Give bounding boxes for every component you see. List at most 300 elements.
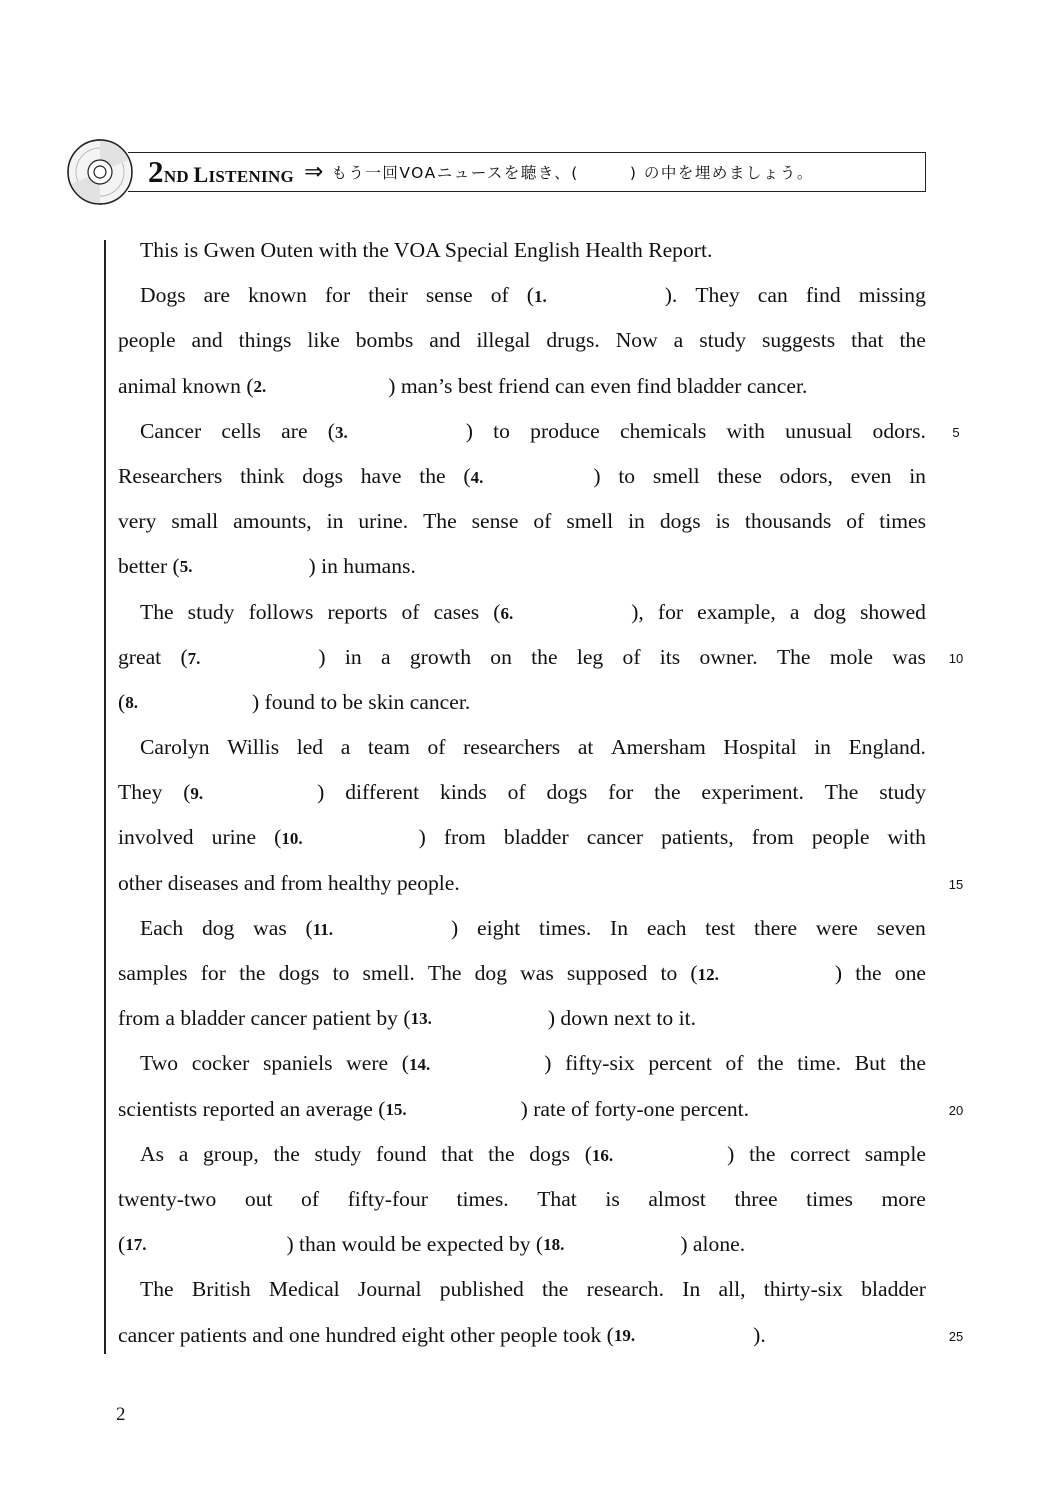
text-fragment: ) in humans. [308,554,416,579]
word [616,318,658,363]
text-fragment: dogs [302,463,343,488]
text-fragment: with [887,825,926,850]
answer-blank-gap [138,680,252,725]
word [654,770,680,815]
text-fragment: ) [593,463,601,488]
word [762,318,835,363]
word [660,951,677,996]
text-fragment: Cancer [140,418,202,443]
word [661,815,734,860]
text-fragment: was [253,915,287,940]
blank-number: 4. [470,467,484,487]
word [192,1041,250,1086]
text-fragment: example, [697,599,776,624]
text-fragment: on [490,644,512,669]
text-fragment: ( [183,780,191,805]
text-fragment: illegal [476,328,531,353]
text-fragment: out [244,1186,273,1211]
word [754,906,797,951]
text-fragment: study [314,1141,362,1166]
text-fragment: supposed [566,961,648,985]
text-fragment: mole [829,644,873,669]
word [900,1041,926,1086]
text-line [118,544,926,589]
text-fragment: owner. [699,644,758,669]
title-box [128,152,926,192]
word [188,590,235,635]
text-fragment: cancer patients and one hundred eight other people took ( [118,1322,614,1347]
word [118,951,188,996]
text-line [118,1313,926,1358]
margin-rule [104,240,106,1354]
word [716,499,730,544]
word [493,409,510,454]
text-line [118,635,926,680]
blank-number: 15. [385,1099,407,1119]
text-fragment: three [734,1186,778,1211]
text-fragment: from [751,825,794,850]
word [192,1267,251,1312]
word [623,635,641,680]
text-fragment: people [811,825,870,850]
blank-number: 14. [409,1055,431,1075]
word [440,1267,524,1312]
word [653,454,700,499]
text-fragment: small [171,509,219,534]
word [368,725,410,770]
word [749,1132,775,1177]
word [192,318,223,363]
blank-number: 11. [312,919,334,939]
text-fragment: ( [463,463,471,488]
text-line [118,1132,926,1177]
text-fragment: the [855,961,882,985]
word [849,725,926,770]
text-fragment: one [894,961,926,985]
word [428,951,462,996]
word [542,1267,568,1312]
word [533,499,551,544]
text-fragment: better ( [118,554,180,579]
word [648,1177,706,1222]
text-fragment: their [368,283,408,308]
text-fragment: other diseases and from healthy people. [118,870,460,895]
word [565,1041,635,1086]
text-fragment: But [854,1051,886,1076]
text-fragment: for [324,283,351,308]
text-fragment: of [725,1051,744,1076]
text-fragment: published [439,1277,524,1302]
text-fragment: great [118,644,162,669]
word [140,590,174,635]
word [723,725,796,770]
word [892,635,926,680]
section-header [66,138,928,206]
text-fragment: ( [584,1141,592,1166]
word [429,318,460,363]
word [233,499,312,544]
text-fragment: ( [526,283,534,308]
word [472,499,519,544]
text-fragment: is [715,509,730,534]
text-fragment: sample [864,1141,926,1166]
text-fragment: cancer [586,825,644,850]
word [307,318,339,363]
text-fragment: leg [576,644,604,669]
word [508,770,526,815]
text-line [118,1041,926,1086]
text-fragment: the [749,1141,776,1166]
word [476,318,530,363]
word [248,273,307,318]
word [620,409,706,454]
blank-number: 6. [500,603,514,623]
word [227,725,279,770]
word [488,1132,514,1177]
word [690,951,842,996]
word [527,273,678,318]
text-fragment: are [281,418,308,443]
word [491,273,509,318]
blank-number: 10. [281,829,303,849]
text-fragment: group, [202,1141,259,1166]
text-fragment: odors, [779,463,833,488]
word [504,815,569,860]
word [269,1267,340,1312]
text-fragment: each [646,915,687,940]
text-fragment: The [423,509,457,534]
text-fragment: times [806,1186,853,1211]
word [851,454,892,499]
text-fragment: ) [727,1141,735,1166]
text-fragment: all, [718,1277,746,1302]
text-fragment: found [376,1141,427,1166]
word [539,906,591,951]
word [118,770,162,815]
word [140,725,210,770]
section-title: 2ND LISTENING [148,154,295,189]
word [345,770,419,815]
line-number: 10 [948,650,964,666]
text-fragment: even [850,463,892,488]
word [140,1041,178,1086]
text-fragment: suggests [761,328,836,353]
text-fragment: Journal [357,1277,422,1302]
word [253,906,287,951]
word [605,1177,619,1222]
text-fragment: produce [530,418,600,443]
text-fragment: of [846,509,865,534]
text-fragment: the [419,463,446,488]
text-fragment: was [892,644,926,669]
text-fragment: reports [327,599,388,624]
word [180,635,325,680]
word [537,1177,577,1222]
text-fragment: times. [539,915,592,940]
text-fragment: of [427,735,446,760]
word [118,1177,216,1222]
text-fragment: in [909,463,926,488]
word [140,1267,174,1312]
word [140,409,201,454]
word [682,1267,700,1312]
word [859,273,926,318]
word [578,725,594,770]
word [610,906,628,951]
text-fragment: was [520,961,554,985]
word [328,409,473,454]
text-fragment: from a bladder cancer patient by ( [118,1006,411,1031]
word [909,454,926,499]
word [879,499,926,544]
text-fragment: from [443,825,486,850]
word [463,454,600,499]
text-fragment: kinds [440,780,487,805]
answer-blank-gap [407,1087,521,1132]
text-fragment: at [577,735,594,760]
word [757,1041,783,1086]
word [301,1177,319,1222]
text-fragment: dog [813,599,846,624]
text-fragment: have [360,463,402,488]
text-fragment: for [200,961,226,985]
word [361,454,402,499]
word [212,815,256,860]
word [325,273,350,318]
text-fragment: Carolyn [140,735,210,760]
text-fragment: research. [586,1277,664,1302]
word [239,951,265,996]
text-fragment: ( [118,1232,126,1257]
text-fragment: a [789,599,800,624]
word [520,951,554,996]
text-fragment: amounts, [233,509,312,534]
text-fragment: think [240,463,285,488]
word [587,815,643,860]
word [530,409,600,454]
text-fragment: ) [318,644,326,669]
word [428,725,446,770]
text-fragment: ) [465,418,473,443]
text-fragment: That [537,1186,577,1211]
text-fragment: Amersham [611,735,706,760]
text-fragment: bladder [503,825,569,850]
word [531,635,557,680]
word [816,906,858,951]
text-fragment: its [659,644,681,669]
word [306,906,459,951]
text-line [118,454,926,499]
text-fragment: the [899,1051,926,1076]
text-fragment: were [346,1051,389,1076]
text-line [118,815,926,860]
blank-number: 19. [613,1325,636,1345]
text-fragment: ) [418,825,426,850]
word [183,770,324,815]
blank-number: 17. [125,1235,147,1255]
text-fragment: the [239,961,266,985]
text-fragment: drugs. [546,328,600,353]
word [245,1177,273,1222]
arrow-icon: ⇒ [304,159,324,185]
word [585,1132,735,1177]
answer-blank-gap [635,1313,753,1358]
text-fragment: dogs [278,961,320,985]
text-fragment: for [608,780,634,805]
text-fragment: cells [221,418,261,443]
text-fragment: people [118,328,176,353]
text-line [118,996,926,1041]
text-fragment: sense [425,283,473,308]
word [327,590,387,635]
text-fragment: smell [652,463,700,488]
word [546,318,599,363]
text-fragment: smell [566,509,614,534]
word [118,454,222,499]
text-fragment: bladder [861,1277,926,1302]
word [855,1041,886,1086]
text-fragment: ( [118,689,126,714]
text-fragment: The [776,644,811,669]
text-line [118,725,926,770]
word [814,725,831,770]
text-fragment: of [622,644,641,669]
word [358,499,408,544]
text-fragment: Medical [268,1277,340,1302]
text-fragment: dogs [659,509,701,534]
text-fragment: study [879,780,926,805]
page-number: 2 [116,1404,126,1425]
word [674,318,684,363]
word [368,273,408,318]
text-fragment: is [605,1186,620,1211]
blank-number: 2. [253,376,267,396]
text-fragment: Dogs [140,283,186,308]
word [171,499,218,544]
word [463,725,560,770]
text-line [118,499,926,544]
text-fragment: ( [493,599,501,624]
text-line [118,861,926,906]
word [434,590,480,635]
text-line [118,951,926,996]
text-fragment: follows [248,599,314,624]
blank-number: 12. [697,965,719,984]
text-fragment: study [187,599,235,624]
text-fragment: find [805,283,841,308]
word [240,454,284,499]
word [419,454,445,499]
word [118,815,194,860]
word [825,770,859,815]
word [140,906,183,951]
word [879,770,926,815]
word [727,409,765,454]
text-fragment: smell. [362,961,415,985]
text-fragment: there [753,915,798,940]
text-fragment: of [533,509,552,534]
line-number: 5 [952,424,960,440]
text-fragment: team [367,735,410,760]
word [356,318,414,363]
text-fragment: to [493,418,510,443]
text-fragment: a [673,328,684,353]
text-fragment: known [248,283,307,308]
text-fragment: of [401,599,420,624]
text-line [118,1177,926,1222]
text-fragment: Two [140,1051,179,1076]
word [577,635,603,680]
line-number: 20 [948,1102,964,1118]
word [345,635,362,680]
text-line [118,770,926,815]
text-fragment: these [717,463,762,488]
text-fragment: ). [753,1322,766,1347]
text-fragment: ) [834,961,843,985]
instruction-text: もう一回VOAニュースを聴き、( ) の中を埋めましょう。 [331,164,814,182]
word [734,1177,777,1222]
text-line [118,228,926,273]
text-fragment: ( [401,1051,409,1076]
text-line [118,1222,926,1267]
word [717,454,761,499]
text-fragment: with [726,418,765,443]
word [812,815,870,860]
answer-blank-gap [193,544,309,589]
word [274,815,426,860]
word [490,635,512,680]
answer-blank-gap [146,1222,286,1267]
text-fragment: ( [305,915,313,940]
word [719,1267,746,1312]
word [882,1177,926,1222]
text-fragment: ) rate of forty-one percent. [520,1096,750,1121]
word [281,409,307,454]
word [457,1177,509,1222]
word [806,273,841,318]
text-fragment: The [427,961,462,985]
text-fragment: in [344,644,362,669]
text-line [118,590,926,635]
word [444,815,486,860]
word [297,725,323,770]
text-fragment: ( [274,825,282,850]
text-fragment: the [757,1051,784,1076]
word [475,951,507,996]
word [777,635,811,680]
text-fragment: test [705,915,736,940]
line-number: 25 [948,1328,964,1344]
text-fragment: Researchers [118,463,223,488]
word [221,409,261,454]
text-fragment: growth [409,644,472,669]
text-line [118,1087,926,1132]
word [410,635,471,680]
word [790,590,800,635]
text-fragment: different [345,780,420,805]
word [493,590,644,635]
word [855,951,881,996]
text-fragment: missing [858,283,926,308]
word [899,318,925,363]
text-fragment: times [879,509,926,534]
text-fragment: odors. [872,418,926,443]
text-fragment: the [654,780,681,805]
text-fragment: thirty-six [763,1277,843,1302]
text-fragment: ) [544,1051,552,1076]
text-fragment: urine. [358,509,409,534]
text-fragment: patients, [661,825,734,850]
